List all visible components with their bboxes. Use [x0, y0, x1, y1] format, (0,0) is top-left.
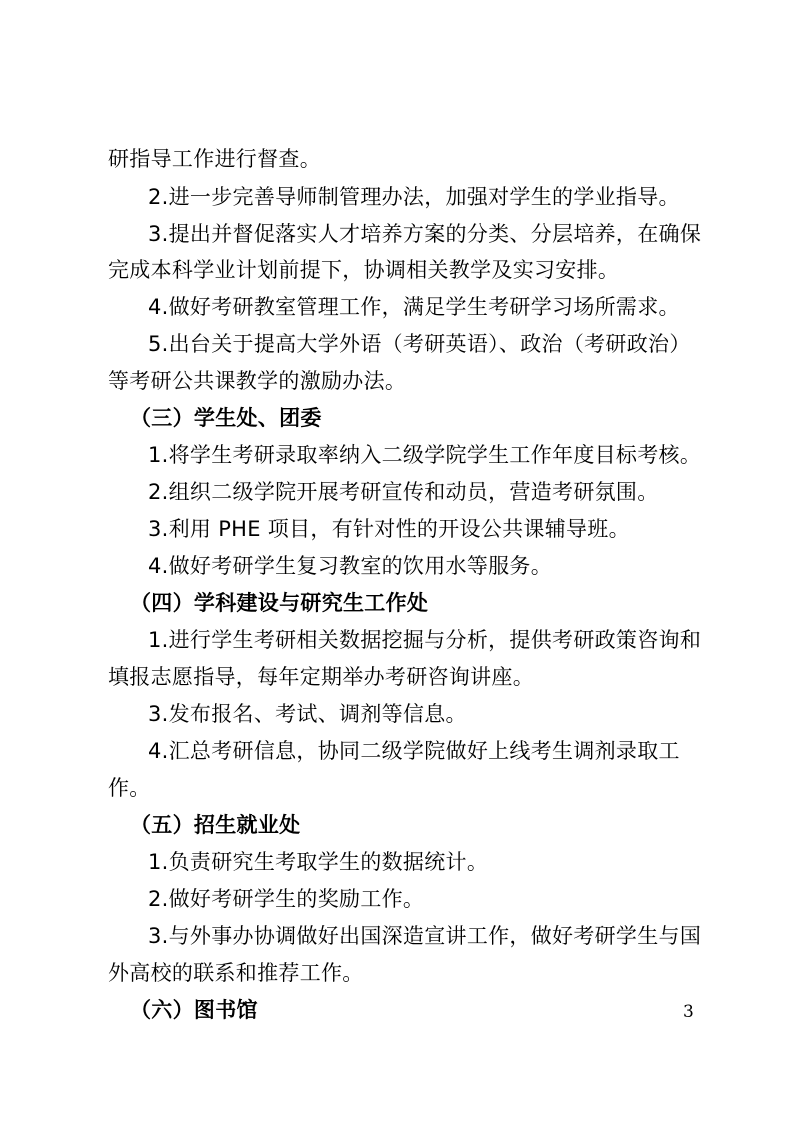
body-text-line: 填报志愿指导，每年定期举办考研咨询讲座。: [108, 665, 534, 689]
list-item: 3.提出并督促落实人才培养方案的分类、分层培养，在确保: [148, 222, 702, 246]
list-item: 2.做好考研学生的奖励工作。: [148, 887, 425, 911]
list-item: 2.组织二级学院开展考研宣传和动员，营造考研氛围。: [148, 480, 659, 504]
section-heading: （三）学生处、团委: [130, 406, 322, 430]
body-text-line: 研指导工作进行督查。: [108, 147, 321, 171]
list-item: 2.进一步完善导师制管理办法，加强对学生的学业指导。: [148, 185, 680, 209]
page-number: 3: [683, 1002, 694, 1022]
body-text-line: 作。: [108, 776, 151, 800]
section-heading: （六）图书馆: [130, 998, 258, 1022]
list-item: 1.将学生考研录取率纳入二级学院学生工作年度目标考核。: [148, 443, 702, 467]
list-item: 4.汇总考研信息，协同二级学院做好上线考生调剂录取工: [148, 739, 680, 763]
list-item: 4.做好考研学生复习教室的饮用水等服务。: [148, 554, 553, 578]
body-text-line: 外高校的联系和推荐工作。: [108, 961, 364, 985]
list-item: 3.发布报名、考试、调剂等信息。: [148, 702, 467, 726]
list-item: 1.负责研究生考取学生的数据统计。: [148, 850, 489, 874]
list-item: 3.与外事办协调做好出国深造宣讲工作，做好考研学生与国: [148, 924, 702, 948]
list-item: 4.做好考研教室管理工作，满足学生考研学习场所需求。: [148, 295, 680, 319]
section-heading: （五）招生就业处: [130, 813, 301, 837]
list-item: 5.出台关于提高大学外语（考研英语）、政治（考研政治）: [148, 332, 691, 356]
section-heading: （四）学科建设与研究生工作处: [130, 591, 429, 615]
body-text-line: 完成本科学业计划前提下，协调相关教学及实习安排。: [108, 258, 620, 282]
list-item: 3.利用 PHE 项目，有针对性的开设公共课辅导班。: [148, 517, 630, 541]
body-text-line: 等考研公共课教学的激励办法。: [108, 369, 407, 393]
list-item: 1.进行学生考研相关数据挖掘与分析，提供考研政策咨询和: [148, 628, 702, 652]
